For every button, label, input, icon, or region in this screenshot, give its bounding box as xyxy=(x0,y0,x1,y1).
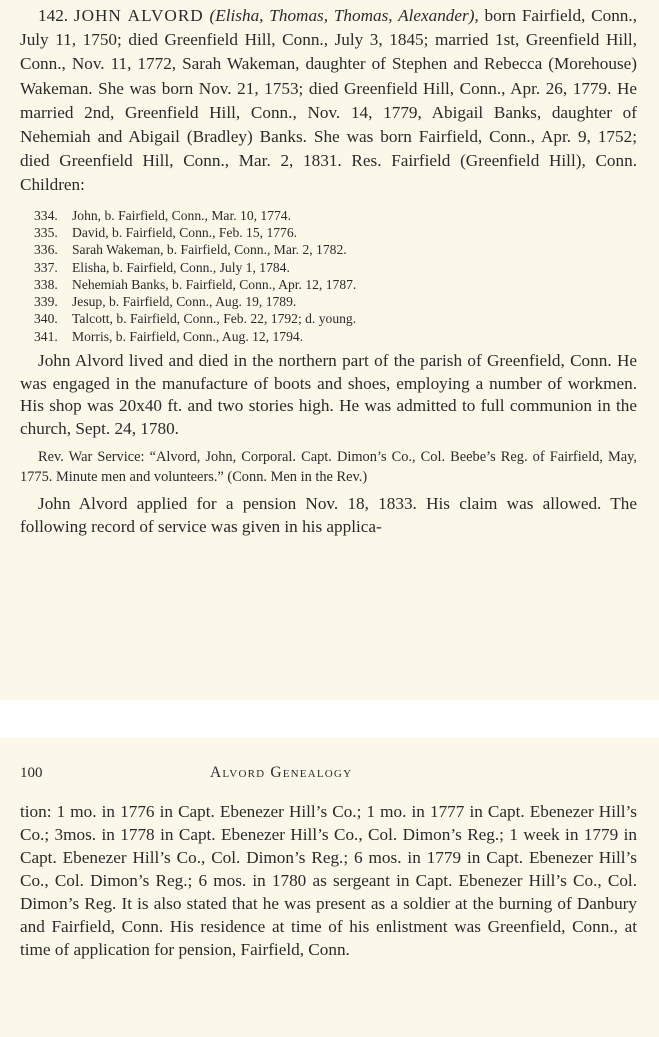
child-number: 336. xyxy=(34,242,58,258)
running-head: Alvord Genealogy xyxy=(210,764,353,781)
list-item xyxy=(34,328,637,345)
pension-paragraph: John Alvord applied for a pension Nov. 18, 1833. His claim was allowed. The following record of service was given in his applica- xyxy=(20,494,637,536)
continuation-paragraph: tion: 1 mo. in 1776 in Capt. Ebenezer Hill’s Co.; 1 mo. in 1777 in Capt. Ebenezer Hill’s Co.; 3mos. in 1778 in Capt. Ebenezer Hill’s Co., Col. Dimon’s Reg.; 1 week in 1779 in Capt. Ebenezer Hill’s Co., Col. Dimon’s Reg.; 6 mos. in 1779 in Capt. Ebenezer Hill’s Co., Col. Dimon’s Reg.; 6 mos. in 1780 as sergeant in Capt. Ebenezer Hill’s Co., Col. Dimon’s Reg. It is also stated that he was present as a soldier at the burning of Danbury and Fairfield, Conn. His residence at time of his enlistment was Greenfield, Conn., at time of application for pension, Fairfield, Conn. xyxy=(20,802,637,959)
page-bottom xyxy=(0,738,659,1037)
child-text: Jesup, b. Fairfield, Conn., Aug. 19, 1789. xyxy=(72,294,297,310)
child-number: 340. xyxy=(34,311,58,327)
list-item xyxy=(34,241,637,258)
page-number: 100 xyxy=(20,765,43,781)
child-number: 339. xyxy=(34,294,58,310)
entry-number: 142. xyxy=(38,6,69,25)
war-service-paragraph: Rev. War Service: “Alvord, John, Corporal. Capt. Dimon’s Co., Col. Beebe’s Reg. of Fairfield, May, 1775. Minute men and volunteers.” (Conn. Men in the Rev.) xyxy=(20,449,637,485)
list-item xyxy=(34,310,637,327)
list-item xyxy=(34,224,637,241)
entry-paragraph xyxy=(20,4,637,198)
child-text: Elisha, b. Fairfield, Conn., July 1, 1784. xyxy=(72,259,290,275)
list-item xyxy=(34,293,637,310)
entry-name: JOHN ALVORD xyxy=(73,6,204,25)
child-text: Nehemiah Banks, b. Fairfield, Conn., Apr. 12, 1787. xyxy=(72,276,357,292)
life-paragraph: John Alvord lived and died in the northern part of the parish of Greenfield, Conn. He was engaged in the manufacture of boots and shoes, employing a number of workmen. His shop was 20x40 ft. and two stories high. He was admitted to full communion in the church, Sept. 24, 1780. xyxy=(20,351,637,438)
child-number: 341. xyxy=(34,328,58,344)
page-header xyxy=(20,764,637,782)
child-text: Morris, b. Fairfield, Conn., Aug. 12, 1794. xyxy=(72,328,304,344)
child-number: 335. xyxy=(34,224,58,240)
child-text: Talcott, b. Fairfield, Conn., Feb. 22, 1792; d. young. xyxy=(72,311,357,327)
entry-ancestry: (Elisha, Thomas, Thomas, Alexander), xyxy=(209,6,479,25)
child-text: David, b. Fairfield, Conn., Feb. 15, 1776. xyxy=(72,224,298,240)
child-number: 337. xyxy=(34,259,58,275)
child-number: 338. xyxy=(34,276,58,292)
list-item xyxy=(34,276,637,293)
entry-body: born Fairfield, Conn., July 11, 1750; died Greenfield Hill, Conn., July 3, 1845; married 1st, Greenfield Hill, Conn., Nov. 11, 1772, Sarah Wakeman, daughter of Stephen and Rebecca (Morehouse) Wakeman. She was born Nov. 21, 1753; died Greenfield Hill, Conn., Apr. 26, 1779. He married 2nd, Greenfield Hill, Conn., Nov. 14, 1779, Abigail Banks, daughter of Nehemiah and Abigail (Bradley) Banks. She was born Fairfield, Conn., Apr. 9, 1752; died Greenfield Hill, Conn., Mar. 2, 1831. Res. Fairfield (Greenfield Hill), Conn. Children: xyxy=(20,6,637,195)
children-list xyxy=(34,207,637,345)
list-item xyxy=(34,207,637,224)
child-number: 334. xyxy=(34,207,58,223)
child-text: Sarah Wakeman, b. Fairfield, Conn., Mar. 2, 1782. xyxy=(72,242,347,258)
child-text: John, b. Fairfield, Conn., Mar. 10, 1774. xyxy=(72,207,291,223)
list-item xyxy=(34,259,637,276)
